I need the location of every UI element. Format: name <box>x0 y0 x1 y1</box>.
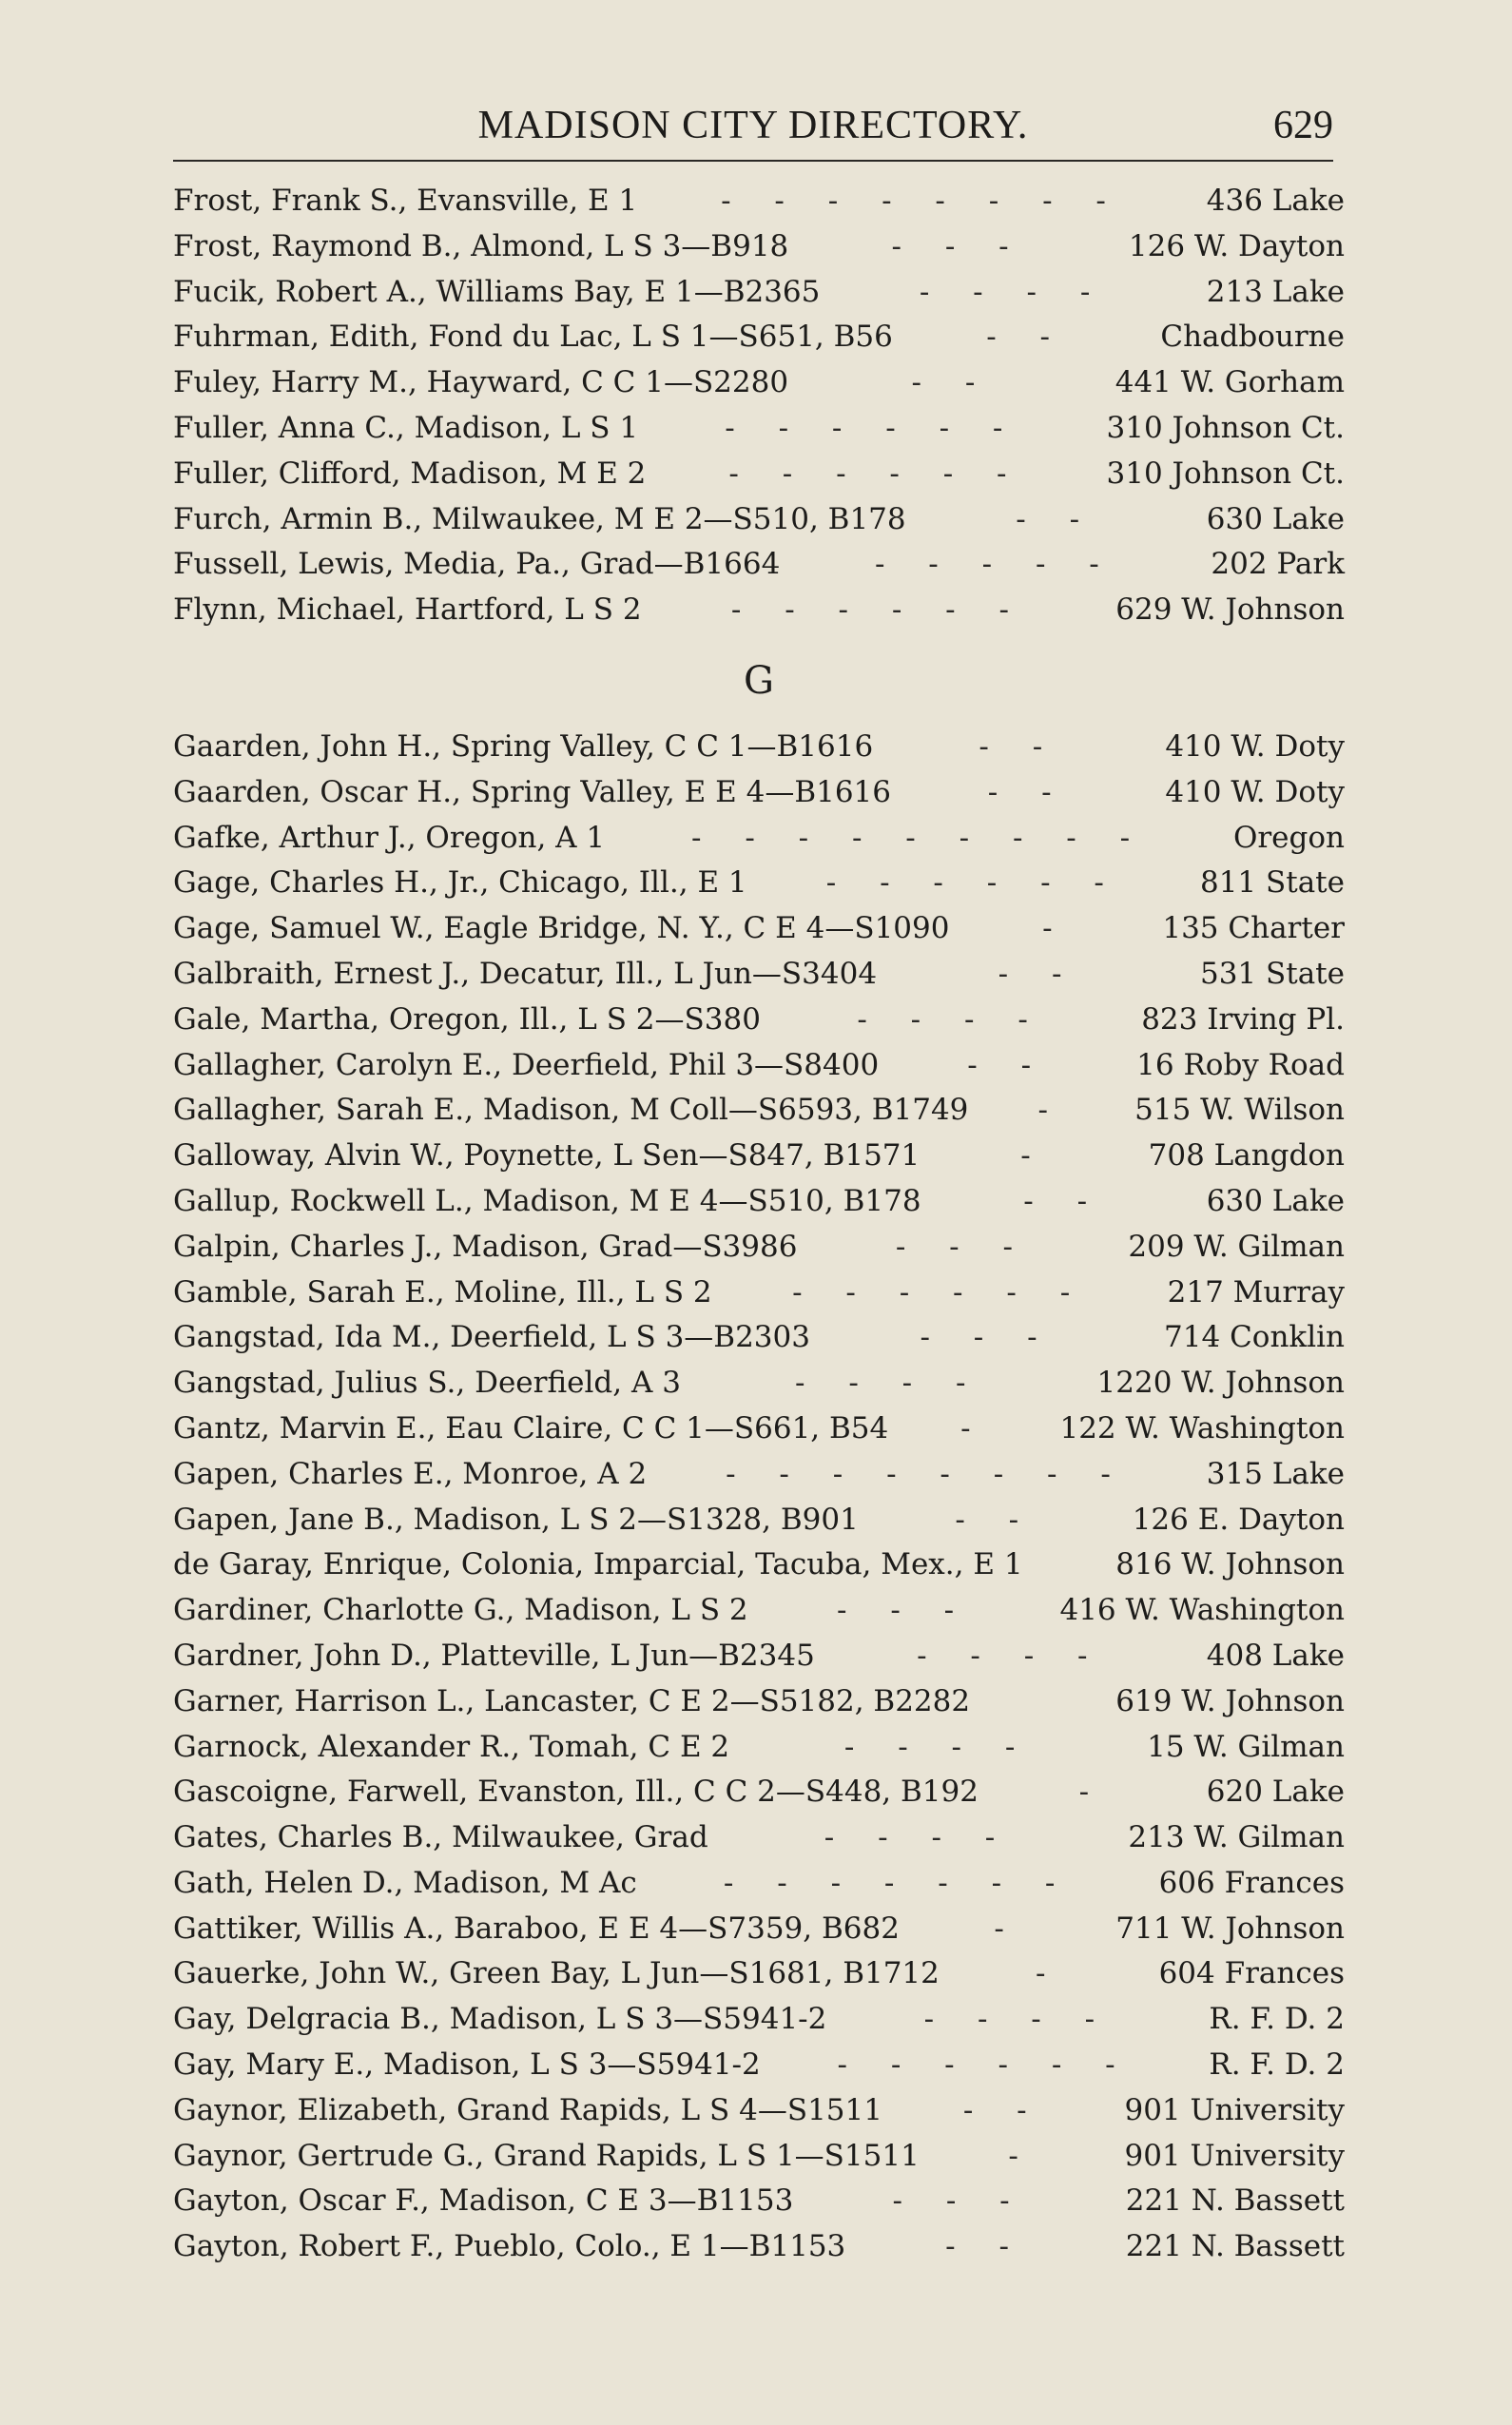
entry-name: Gaynor, Elizabeth, Grand Rapids, L S 4—S1511 <box>173 2092 882 2127</box>
entry-leader: - - <box>986 320 1068 355</box>
entry-address: 410 W. Doty <box>1165 728 1345 764</box>
entry-name: de Garay, Enrique, Colonia, Imparcial, Tacuba, Mex., E 1 <box>173 1547 1023 1582</box>
page-title: MADISON CITY DIRECTORY. <box>477 104 1029 147</box>
entry-name: Gascoigne, Farwell, Evanston, Ill., C C 2—S448, B192 <box>173 1775 979 1810</box>
directory-entry <box>173 1861 1345 1907</box>
directory-entry <box>173 1406 1345 1452</box>
entry-leader: - - <box>911 365 993 400</box>
entry-name: Galpin, Charles J., Madison, Grad—S3986 <box>173 1229 798 1264</box>
directory-entry <box>173 2179 1345 2224</box>
entry-name: Gage, Charles H., Jr., Chicago, Ill., E 1 <box>173 865 747 901</box>
directory-entry <box>173 1907 1345 1952</box>
directory-entry <box>173 315 1345 360</box>
entry-name: Gantz, Marvin E., Eau Claire, C C 1—S661, B54 <box>173 1410 889 1445</box>
entry-name: Fuhrman, Edith, Fond du Lac, L S 1—S651, B56 <box>173 320 893 355</box>
entry-name: Galbraith, Ernest J., Decatur, Ill., L Jun—S3404 <box>173 956 878 991</box>
entry-name: Gallup, Rockwell L., Madison, M E 4—S510, B178 <box>173 1183 921 1218</box>
entry-address: 620 Lake <box>1206 1775 1345 1810</box>
entry-address: 629 W. Johnson <box>1115 592 1345 628</box>
entry-address: Oregon <box>1232 820 1345 855</box>
directory-entry <box>173 1815 1345 1861</box>
entry-leader: - - - <box>920 1320 1055 1355</box>
entry-leader: - - - - - - <box>837 2047 1133 2083</box>
directory-entry <box>173 1542 1345 1588</box>
header-rule <box>173 160 1333 162</box>
entry-leader: - - - - - - <box>825 865 1121 901</box>
entry-leader: - <box>994 1911 1021 1946</box>
entry-leader: - - <box>955 1502 1037 1537</box>
directory-entry <box>173 1679 1345 1725</box>
entry-address: 310 Johnson Ct. <box>1106 410 1345 445</box>
entry-name: Fucik, Robert A., Williams Bay, E 1—B2365 <box>173 274 821 309</box>
entry-name: Fuley, Harry M., Hayward, C C 1—S2280 <box>173 365 789 400</box>
entry-name: Galloway, Alvin W., Poynette, L Sen—S847, B1571 <box>173 1138 921 1174</box>
directory-entry <box>173 270 1345 316</box>
entry-address: 315 Lake <box>1206 1456 1345 1491</box>
entry-leader: - <box>960 1410 988 1445</box>
directory-entry <box>173 1725 1345 1771</box>
entry-leader: - - - - <box>923 2002 1113 2037</box>
entry-leader: - - - - <box>917 1638 1105 1673</box>
entry-name: Gardner, John D., Platteville, L Jun—B2345 <box>173 1638 815 1673</box>
entry-address: 221 N. Bassett <box>1125 2183 1345 2219</box>
entry-leader: - - - - <box>919 274 1108 309</box>
entry-address: 408 Lake <box>1206 1638 1345 1673</box>
entry-leader: - <box>1035 1956 1063 1991</box>
entry-leader: - - - - - - <box>792 1274 1088 1310</box>
entry-address: 221 N. Bassett <box>1125 2229 1345 2264</box>
entry-name: Gauerke, John W., Green Bay, L Jun—S1681, B1712 <box>173 1956 940 1991</box>
entry-name: Fuller, Anna C., Madison, L S 1 <box>173 410 639 445</box>
entry-address: 416 W. Washington <box>1059 1593 1345 1628</box>
entry-name: Gapen, Jane B., Madison, L S 2—S1328, B901 <box>173 1502 859 1537</box>
entry-leader: - - <box>987 774 1069 809</box>
entry-name: Garnock, Alexander R., Tomah, C E 2 <box>173 1729 730 1764</box>
entry-address: 436 Lake <box>1206 184 1345 218</box>
directory-entry <box>173 588 1345 633</box>
entry-address: 816 W. Johnson <box>1115 1547 1345 1582</box>
entry-address: 604 Frances <box>1158 1956 1345 1991</box>
directory-entry <box>173 406 1345 452</box>
entry-leader: - - - - <box>843 1729 1033 1764</box>
directory-entry <box>173 1271 1345 1316</box>
directory-entry <box>173 1315 1345 1361</box>
entry-address: 708 Langdon <box>1148 1138 1345 1174</box>
entry-name: Gardiner, Charlotte G., Madison, L S 2 <box>173 1593 748 1628</box>
entry-name: Furch, Armin B., Milwaukee, M E 2—S510, B178 <box>173 501 906 536</box>
entry-name: Gay, Delgracia B., Madison, L S 3—S5941-2 <box>173 2002 827 2037</box>
entry-address: 901 University <box>1124 2092 1345 2127</box>
directory-entry <box>173 1088 1345 1134</box>
entry-name: Frost, Frank S., Evansville, E 1 <box>173 184 638 218</box>
entry-leader: - - <box>967 1047 1049 1082</box>
entry-address: 209 W. Gilman <box>1128 1229 1345 1264</box>
entry-name: Frost, Raymond B., Almond, L S 3—B918 <box>173 228 789 263</box>
directory-entry <box>173 360 1345 406</box>
entry-leader: - <box>1008 2138 1036 2173</box>
directory-entry <box>173 2134 1345 2180</box>
entry-address: 811 State <box>1199 865 1345 901</box>
entry-name: Gates, Charles B., Milwaukee, Grad <box>173 1820 708 1855</box>
entry-name: Gath, Helen D., Madison, M Ac <box>173 1865 637 1900</box>
entry-address: 213 Lake <box>1206 274 1345 309</box>
directory-entry <box>173 1361 1345 1406</box>
directory-entry <box>173 1770 1345 1815</box>
entry-address: 122 W. Washington <box>1059 1410 1345 1445</box>
entry-leader: - - - - <box>824 1820 1013 1855</box>
directory-entry <box>173 861 1345 906</box>
entry-name: Gallagher, Sarah E., Madison, M Coll—S6593, B1749 <box>173 1093 969 1128</box>
entry-name: Gay, Mary E., Madison, L S 3—S5941-2 <box>173 2047 761 2083</box>
entry-name: Gayton, Robert F., Pueblo, Colo., E 1—B1153 <box>173 2229 846 2264</box>
entry-leader: - <box>1078 1775 1107 1810</box>
entry-name: Gapen, Charles E., Monroe, A 2 <box>173 1456 648 1491</box>
entry-leader: - - - <box>895 1229 1030 1264</box>
directory-entry <box>173 1225 1345 1271</box>
entry-name: Gaynor, Gertrude G., Grand Rapids, L S 1—S1511 <box>173 2138 920 2173</box>
entry-address: 630 Lake <box>1206 501 1345 536</box>
directory-entry <box>173 224 1345 270</box>
entry-name: Garner, Harrison L., Lancaster, C E 2—S5182, B2282 <box>173 1683 971 1718</box>
entry-address: 441 W. Gorham <box>1115 365 1345 400</box>
directory-entry <box>173 542 1345 588</box>
entry-leader: - <box>1020 1138 1048 1174</box>
entry-name: Gangstad, Julius S., Deerfield, A 3 <box>173 1366 681 1401</box>
entry-leader: - - - <box>836 1593 972 1628</box>
entry-name: Flynn, Michael, Hartford, L S 2 <box>173 592 642 628</box>
entry-address: 15 W. Gilman <box>1147 1729 1345 1764</box>
entry-name: Gayton, Oscar F., Madison, C E 3—B1153 <box>173 2183 794 2219</box>
directory-entries <box>173 179 1345 2270</box>
directory-entry <box>173 2088 1345 2134</box>
section-letter: G <box>744 658 774 703</box>
entry-address: 711 W. Johnson <box>1115 1911 1345 1946</box>
entry-leader: - - - <box>891 228 1026 263</box>
entry-leader: - - - - <box>794 1366 983 1401</box>
entry-address: R. F. D. 2 <box>1209 2047 1345 2083</box>
entries-group-f <box>173 179 1345 633</box>
entry-address: 531 State <box>1199 956 1345 991</box>
entry-address: 126 W. Dayton <box>1128 228 1345 263</box>
directory-entry <box>173 1134 1345 1179</box>
page-header <box>173 103 1333 160</box>
entry-address: 217 Murray <box>1167 1274 1345 1310</box>
entry-name: Fussell, Lewis, Media, Pa., Grad—B1664 <box>173 547 781 582</box>
directory-entry <box>173 452 1345 497</box>
entry-leader: - - <box>962 2092 1044 2127</box>
entry-address: 310 Johnson Ct. <box>1106 456 1345 491</box>
entry-name: Gafke, Arthur J., Oregon, A 1 <box>173 820 606 855</box>
entry-address: Chadbourne <box>1160 320 1345 355</box>
entry-address: 619 W. Johnson <box>1115 1683 1345 1718</box>
entry-name: Gallagher, Carolyn E., Deerfield, Phil 3—S8400 <box>173 1047 880 1082</box>
entry-name: Fuller, Clifford, Madison, M E 2 <box>173 456 647 491</box>
directory-entry <box>173 497 1345 543</box>
directory-entry <box>173 2224 1345 2270</box>
entry-name: Gaarden, Oscar H., Spring Valley, E E 4—B1616 <box>173 774 891 809</box>
entry-address: 1220 W. Johnson <box>1096 1366 1345 1401</box>
entry-name: Gaarden, John H., Spring Valley, C C 1—B1616 <box>173 728 874 764</box>
directory-entry <box>173 1588 1345 1634</box>
entry-address: 606 Frances <box>1158 1865 1345 1900</box>
entry-address: 126 E. Dayton <box>1132 1502 1345 1537</box>
entry-name: Gangstad, Ida M., Deerfield, L S 3—B2303 <box>173 1320 810 1355</box>
entry-address: R. F. D. 2 <box>1209 2002 1345 2037</box>
entries-group-g <box>173 725 1345 2270</box>
entry-leader: - - <box>1023 1183 1105 1218</box>
entry-leader: - <box>1042 911 1070 946</box>
directory-entry <box>173 1043 1345 1089</box>
entry-leader: - - - - - - - <box>723 1865 1073 1900</box>
entry-leader: - <box>1037 1093 1066 1128</box>
directory-entry <box>173 1498 1345 1543</box>
directory-entry <box>173 1452 1345 1498</box>
directory-entry <box>173 816 1345 862</box>
entry-address: 823 Irving Pl. <box>1141 1001 1345 1037</box>
entry-address: 202 Park <box>1211 547 1345 582</box>
directory-entry <box>173 2043 1345 2088</box>
directory-entry <box>173 952 1345 998</box>
page-number: 629 <box>1273 104 1333 147</box>
entry-leader: - - <box>979 728 1060 764</box>
entry-name: Gattiker, Willis A., Baraboo, E E 4—S7359, B682 <box>173 1911 900 1946</box>
entry-leader: - - - <box>892 2183 1027 2219</box>
directory-entry <box>173 1634 1345 1679</box>
entry-address: 901 University <box>1124 2138 1345 2173</box>
directory-entry <box>173 725 1345 770</box>
entry-address: 630 Lake <box>1206 1183 1345 1218</box>
entry-leader: - - - - - - - - - <box>690 820 1148 855</box>
entry-address: 410 W. Doty <box>1165 774 1345 809</box>
entry-address: 515 W. Wilson <box>1134 1093 1345 1128</box>
entry-leader: - - <box>998 956 1079 991</box>
directory-entry <box>173 179 1345 224</box>
entry-leader: - - - - - <box>874 547 1116 582</box>
directory-entry <box>173 770 1345 816</box>
directory-entry <box>173 998 1345 1043</box>
entry-address: 16 Roby Road <box>1136 1047 1345 1082</box>
entry-name: Gage, Samuel W., Eagle Bridge, N. Y., C E 4—S1090 <box>173 911 950 946</box>
entry-leader: - - - - - - - - <box>721 184 1123 218</box>
entry-leader: - - <box>1016 501 1097 536</box>
entry-leader: - - - - <box>857 1001 1045 1037</box>
entry-name: Gale, Martha, Oregon, Ill., L S 2—S380 <box>173 1001 761 1037</box>
entry-leader: - - <box>945 2229 1026 2264</box>
entry-name: Gamble, Sarah E., Moline, Ill., L S 2 <box>173 1274 712 1310</box>
directory-entry <box>173 1997 1345 2043</box>
entry-address: 213 W. Gilman <box>1128 1820 1345 1855</box>
directory-entry <box>173 1951 1345 1997</box>
directory-entry <box>173 1179 1345 1225</box>
entry-leader: - - - - - - - - <box>726 1456 1128 1491</box>
directory-entry <box>173 906 1345 952</box>
entry-address: 714 Conklin <box>1164 1320 1345 1355</box>
entry-leader: - - - - - - <box>728 456 1024 491</box>
entry-leader: - - - - - - <box>730 592 1026 628</box>
entry-leader: - - - - - - <box>725 410 1020 445</box>
entry-address: 135 Charter <box>1162 911 1345 946</box>
